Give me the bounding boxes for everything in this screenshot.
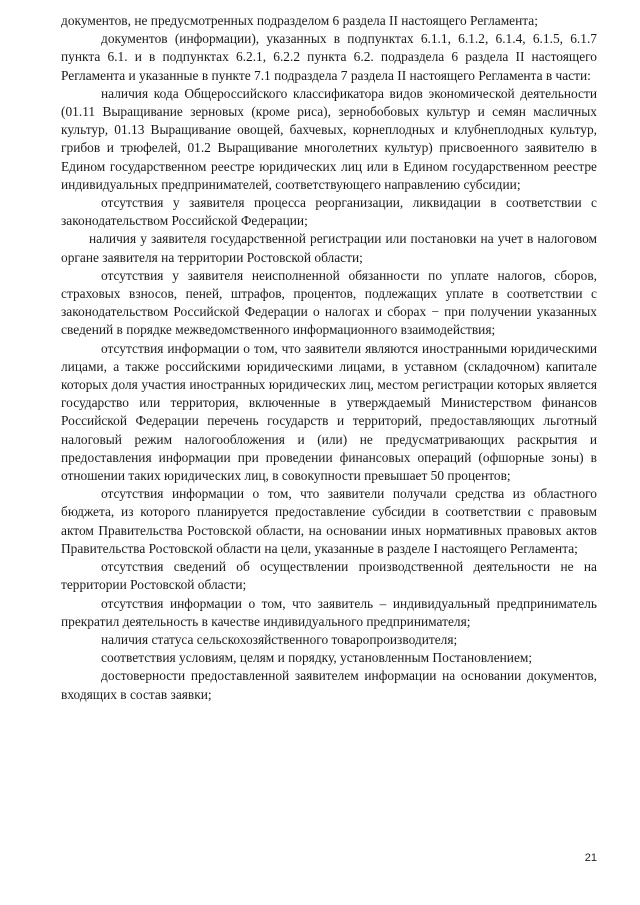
paragraph-13: достоверности предоставленной заявителем информации на основании документов, входящих в состав заявки; bbox=[61, 668, 597, 702]
paragraph-12: соответствия условиям, целям и порядку, установленным Постановлением; bbox=[101, 650, 533, 666]
paragraph-3: наличия кода Общероссийского классификатора видов экономической деятельности (01.11 Выращивание зерновых (кроме риса), зернобобовых культур и семян масличных культур, 01.13 Выращивание овощей, бахчевых, корнеплодных и клубнеплодных культур, грибов и трюфелей, 01.2 Выращивание многолетних культур) присвоенного заявителю в Едином государственном реестре юридических лиц или в Едином государственном реестре индивидуальных предпринимателей, соответствующего направлению субсидии; bbox=[61, 85, 597, 192]
paragraph-10: отсутствия информации о том, что заявитель – индивидуальный предприниматель прекратил деятельность в качестве индивидуального предпринимателя; bbox=[61, 595, 597, 629]
paragraph-11: наличия статуса сельскохозяйственного товаропроизводителя; bbox=[101, 631, 458, 647]
document-body bbox=[61, 12, 597, 704]
paragraph-8: отсутствия информации о том, что заявители получали средства из областного бюджета, из которого планируется предоставление субсидии в соответствии с правовым актом Правительства Ростовской области, на основании иных нормативных правовых актов Правительства Ростовской области на цели, указанные в разделе I настоящего Регламента; bbox=[61, 486, 597, 556]
page-number: 21 bbox=[584, 852, 597, 864]
paragraph-9: отсутствия сведений об осуществлении производственной деятельности не на территории Ростовской области; bbox=[61, 559, 597, 593]
paragraph-2: документов (информации), указанных в подпунктах 6.1.1, 6.1.2, 6.1.4, 6.1.5, 6.1.7 пункта 6.1. и в подпунктах 6.2.1, 6.2.2 пункта 6.2. подраздела 6 раздела II настоящего Регламента и указанные в пункте 7.1 подраздела 7 раздела II настоящего Регламента в части: bbox=[61, 31, 597, 83]
paragraph-1: документов, не предусмотренных подразделом 6 раздела II настоящего Регламента; bbox=[61, 13, 538, 28]
paragraph-6: отсутствия у заявителя неисполненной обязанности по уплате налогов, сборов, страховых взносов, пеней, штрафов, процентов, подлежащих уплате в соответствии с законодательством Российской Федерации о налогах и сборах − при получении указанных сведений в порядке межведомственного информационного взаимодействия; bbox=[61, 267, 597, 338]
paragraph-4: отсутствия у заявителя процесса реорганизации, ликвидации в соответствии с законодательством Российской Федерации; bbox=[61, 195, 597, 229]
paragraph-5: наличия у заявителя государственной регистрации или постановки на учет в налоговом органе заявителя на территории Ростовской области; bbox=[61, 231, 597, 265]
paragraph-7: отсутствия информации о том, что заявители являются иностранными юридическими лицами, а также российскими юридическими лицами, в уставном (складочном) капитале которых доля участия иностранных юридических лиц, местом регистрации которых является государство или территория, включенные в утверждаемый Министерством финансов Российской Федерации перечень государств и территорий, предоставляющих льготный налоговый режим налогообложения и (или) не предусматривающих раскрытия и предоставления информации при проведении финансовых операций (офшорные зоны) в отношении таких юридических лиц, в совокупности превышает 50 процентов; bbox=[61, 340, 597, 484]
